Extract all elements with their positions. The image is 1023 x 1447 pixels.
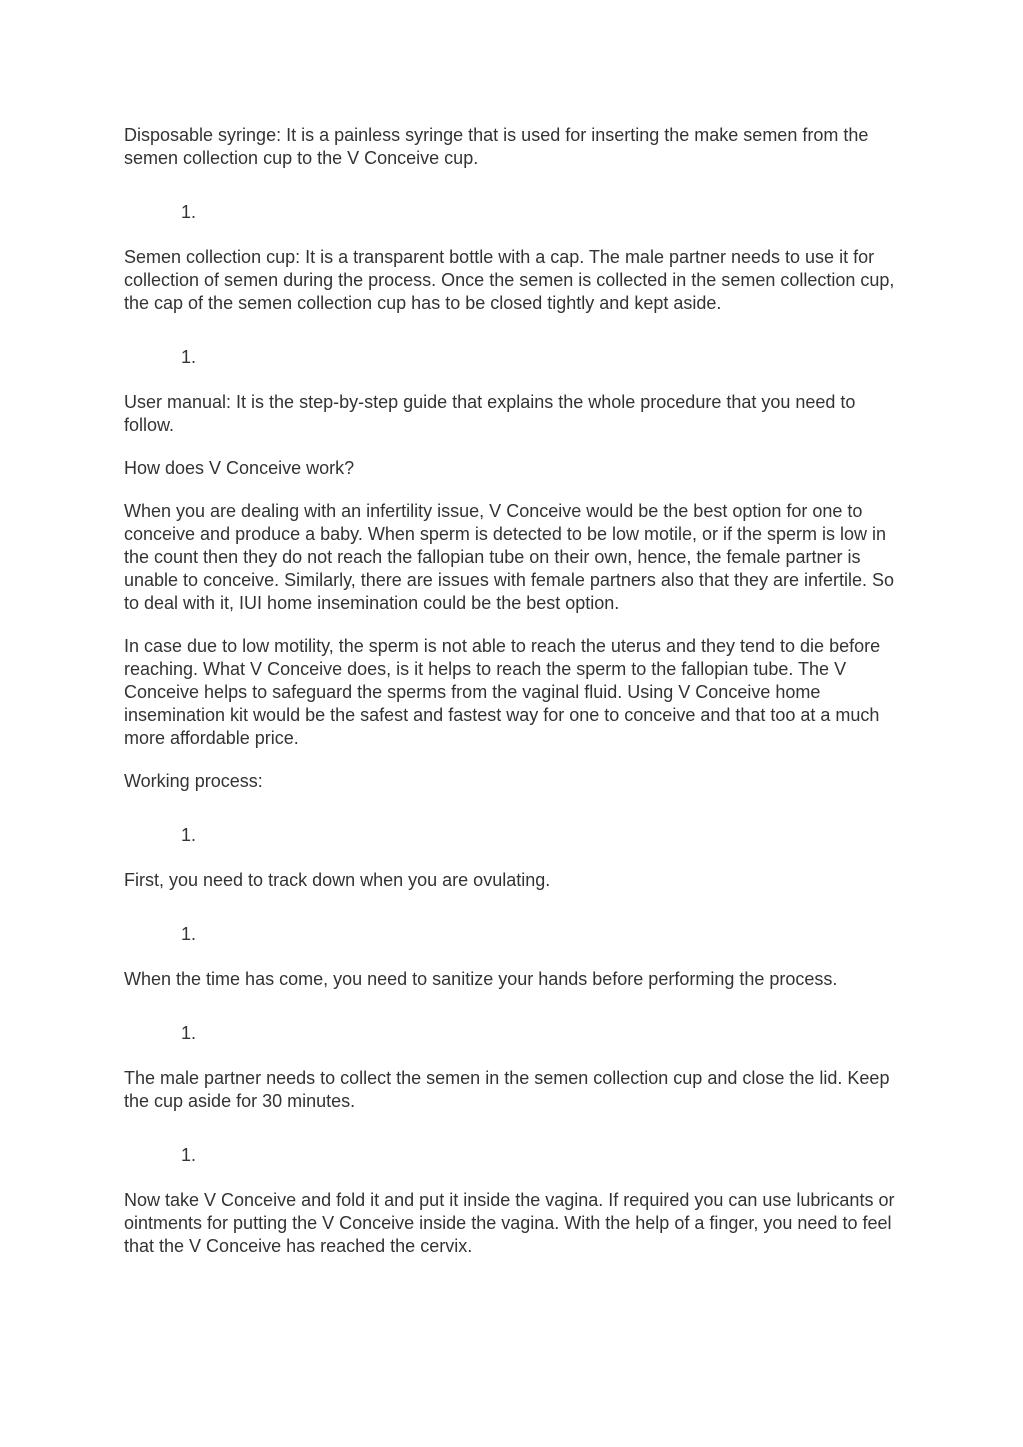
section-heading-working-process: Working process: (124, 771, 263, 791)
paragraph-infertility: When you are dealing with an infertility issue, V Conceive would be the best option for one to conceive and produce a baby. When sperm is detected to be low motile, or if the sperm is low in the count then they do not reach the fallopian tube on their own, hence, the female partner is unable to conceive. Similarly, there are issues with female partners also that they are infertile. So to deal with it, IUI home insemination could be the best option. (124, 501, 895, 613)
list-number: 1. (181, 347, 197, 367)
paragraph-low-motility: In case due to low motility, the sperm is not able to reach the uterus and they tend to die before reaching. What V Conceive does, is it helps to reach the sperm to the fallopian tube. The V Conceive helps to safeguard the sperms from the vaginal fluid. Using V Conceive home insemination kit would be the safest and fastest way for one to conceive and that too at a much more affordable price. (124, 636, 881, 748)
step-collect-semen: The male partner needs to collect the semen in the semen collection cup and close the lid. Keep the cup aside for 30 minutes. (124, 1068, 890, 1111)
document-page (124, 124, 904, 1278)
step-insert-v-conceive: Now take V Conceive and fold it and put it inside the vagina. If required you can use lubricants or ointments for putting the V Conceive inside the vagina. With the help of a finger, you need to feel that the V Conceive has reached the cervix. (124, 1190, 895, 1256)
list-number: 1. (181, 825, 197, 845)
step-track-ovulation: First, you need to track down when you are ovulating. (124, 870, 551, 890)
paragraph-user-manual: User manual: It is the step-by-step guide that explains the whole procedure that you need to follow. (124, 392, 856, 435)
list-number: 1. (181, 202, 197, 222)
paragraph-disposable-syringe: Disposable syringe: It is a painless syringe that is used for inserting the make semen from the semen collection cup to the V Conceive cup. (124, 125, 869, 168)
section-heading-how-it-works: How does V Conceive work? (124, 458, 355, 478)
list-number: 1. (181, 1145, 197, 1165)
step-sanitize-hands: When the time has come, you need to sanitize your hands before performing the process. (124, 969, 838, 989)
list-number: 1. (181, 924, 197, 944)
paragraph-semen-collection-cup: Semen collection cup: It is a transparent bottle with a cap. The male partner needs to use it for collection of semen during the process. Once the semen is collected in the semen collection cup, the cap of the semen collection cup has to be closed tightly and kept aside. (124, 247, 895, 313)
list-number: 1. (181, 1023, 197, 1043)
